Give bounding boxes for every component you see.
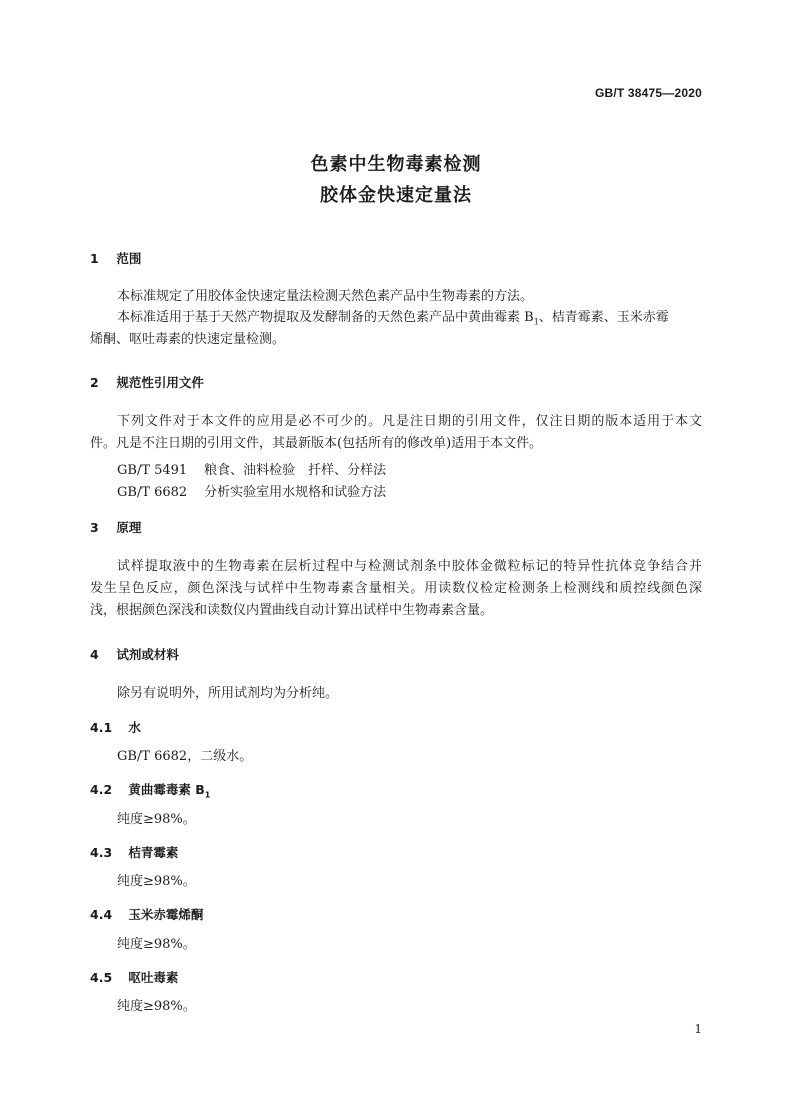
section-3-line-1: 试样提取液中的生物毒素在层析过程中与检测试剂条中胶体金微粒标记的特异性抗体竞争结合并 (117, 559, 702, 574)
subsection-4-5-text: 纯度≥98%。 (117, 999, 196, 1014)
section-number: 1 (90, 251, 99, 266)
reference-title: 粮食、油料检验 扦样、分样法 (204, 463, 387, 478)
subsection-title: 呕吐毒素 (128, 970, 179, 985)
subsection-4-3-heading (90, 843, 178, 861)
subsection-4-5-heading (90, 968, 178, 986)
page-number: 1 (694, 1022, 702, 1036)
subsection-number: 4.1 (90, 720, 113, 735)
section-title: 试剂或材料 (116, 647, 179, 662)
section-4-paragraph: 除另有说明外，所用试剂均为分析纯。 (117, 686, 339, 701)
document-title-line-1: 色素中生物毒素检测 (310, 154, 482, 175)
subsection-number: 4.4 (90, 907, 113, 922)
subsection-title: 水 (128, 720, 141, 735)
section-1-paragraph-1: 本标准规定了用胶体金快速定量法检测天然色素产品中生物毒素的方法。 (117, 289, 534, 304)
reference-item (117, 481, 386, 500)
subsection-4-2-text: 纯度≥98%。 (117, 812, 196, 827)
section-3-line-3: 浅，根据颜色深浅和读数仪内置曲线自动计算出试样中生物毒素含量。 (90, 603, 494, 618)
subsection-number: 4.2 (90, 782, 113, 797)
subsection-number: 4.5 (90, 970, 113, 985)
text-span: 、桔青霉素、玉米赤霉 (538, 310, 669, 325)
section-title: 原理 (116, 520, 142, 535)
section-title: 范围 (116, 251, 142, 266)
reference-item (117, 459, 386, 478)
subsection-number: 4.3 (90, 845, 113, 860)
section-3-heading (90, 518, 141, 536)
section-3-line-2: 发生呈色反应，颜色深浅与试样中生物毒素含量相关。用读数仪检定检测条上检测线和质控线颜色深 (90, 581, 702, 596)
section-2-heading (90, 373, 204, 391)
document-title-line-2: 胶体金快速定量法 (320, 185, 472, 206)
reference-code: GB/T 5491 (117, 463, 188, 478)
subsection-4-3-text: 纯度≥98%。 (117, 874, 196, 889)
subsection-4-2-heading (90, 780, 210, 800)
subsection-title: 玉米赤霉烯酮 (128, 907, 204, 922)
subsection-4-1-text: GB/T 6682，二级水。 (117, 749, 253, 764)
section-2-paragraph-line-2: 件。凡是不注日期的引用文件，其最新版本(包括所有的修改单)适用于本文件。 (90, 436, 543, 451)
subsection-4-1-heading (90, 718, 141, 736)
subsection-title: 桔青霉素 (128, 845, 179, 860)
subscript: 1 (204, 790, 211, 800)
text-span: 本标准适用于基于天然产物提取及发酵制备的天然色素产品中黄曲霉素 B (117, 310, 534, 325)
section-1-heading (90, 249, 141, 267)
standard-code: GB/T 38475—2020 (594, 86, 702, 100)
subsection-4-4-heading (90, 905, 203, 923)
subsection-title: 黄曲霉毒素 B (128, 782, 205, 797)
section-4-heading (90, 645, 179, 663)
reference-title: 分析实验室用水规格和试验方法 (204, 485, 387, 500)
subscript: 1 (533, 317, 539, 327)
section-title: 规范性引用文件 (116, 375, 204, 390)
section-number: 4 (90, 647, 99, 662)
section-number: 2 (90, 375, 99, 390)
section-1-paragraph-2-line-2: 烯酮、呕吐毒素的快速定量检测。 (90, 332, 286, 347)
subsection-4-4-text: 纯度≥98%。 (117, 937, 196, 952)
section-number: 3 (90, 520, 99, 535)
reference-code: GB/T 6682 (117, 485, 188, 500)
section-2-paragraph-line-1: 下列文件对于本文件的应用是必不可少的。凡是注日期的引用文件，仅注日期的版本适用于本文 (117, 414, 702, 429)
